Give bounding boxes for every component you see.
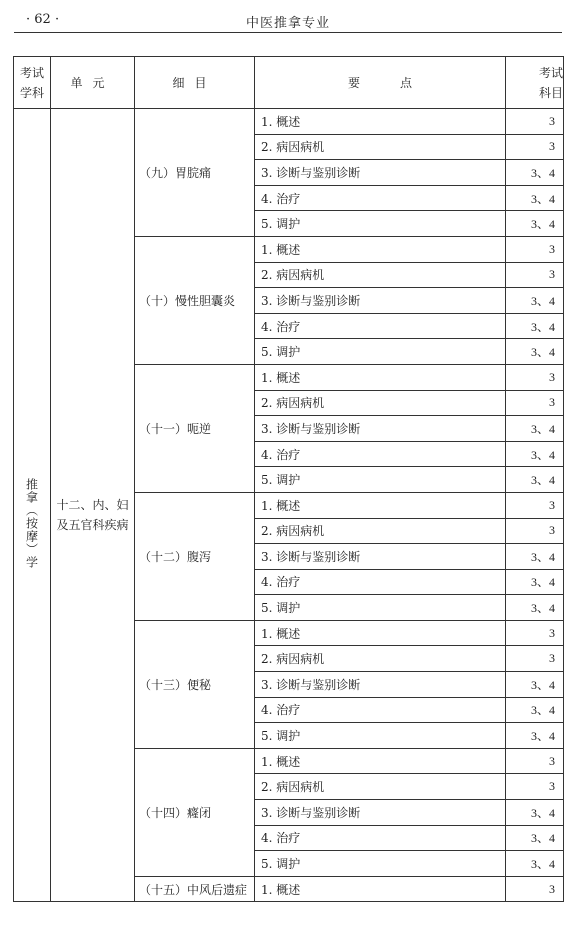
- score-cell: 3: [506, 364, 564, 390]
- unit-text-line: 及五官科疾病: [56, 518, 129, 533]
- score-cell: 3: [506, 236, 564, 262]
- point-cell: 1. 概述: [255, 236, 506, 262]
- point-cell: 2. 病因病机: [255, 390, 506, 416]
- score-cell: 3: [506, 109, 564, 135]
- point-cell: 2. 病因病机: [255, 262, 506, 288]
- score-cell: 3: [506, 774, 564, 800]
- detail-cell: （十二）腹泻: [135, 492, 255, 620]
- point-cell: 1. 概述: [255, 364, 506, 390]
- score-cell: 3、4: [506, 697, 564, 723]
- score-cell: 3、4: [506, 825, 564, 851]
- score-cell: 3: [506, 876, 564, 902]
- unit-cell: [51, 109, 135, 902]
- score-cell: 3: [506, 492, 564, 518]
- score-cell: 3: [506, 390, 564, 416]
- point-cell: 4. 治疗: [255, 185, 506, 211]
- point-cell: 5. 调护: [255, 211, 506, 237]
- page-header: [14, 8, 562, 33]
- point-cell: 5. 调护: [255, 595, 506, 621]
- score-cell: 3、4: [506, 672, 564, 698]
- score-cell: 3、4: [506, 467, 564, 493]
- point-cell: 1. 概述: [255, 492, 506, 518]
- score-cell: 3、4: [506, 544, 564, 570]
- score-cell: 3、4: [506, 313, 564, 339]
- score-cell: 3、4: [506, 339, 564, 365]
- point-cell: 3. 诊断与鉴别诊断: [255, 160, 506, 186]
- point-cell: 5. 调护: [255, 851, 506, 877]
- point-cell: 4. 治疗: [255, 697, 506, 723]
- header-subject-line1: 考试: [19, 65, 44, 80]
- score-cell: 3: [506, 134, 564, 160]
- header-subject-line2: 学科: [19, 85, 44, 100]
- detail-cell: （十四）癃闭: [135, 748, 255, 876]
- detail-cell: （十三）便秘: [135, 620, 255, 748]
- point-cell: 1. 概述: [255, 109, 506, 135]
- detail-cell: （十）慢性胆囊炎: [135, 236, 255, 364]
- point-cell: 5. 调护: [255, 723, 506, 749]
- table-row: [14, 109, 564, 135]
- score-cell: 3: [506, 748, 564, 774]
- header-unit: 单元: [51, 57, 135, 109]
- point-cell: 5. 调护: [255, 339, 506, 365]
- point-cell: 3. 诊断与鉴别诊断: [255, 544, 506, 570]
- score-cell: 3、4: [506, 185, 564, 211]
- point-cell: 3. 诊断与鉴别诊断: [255, 416, 506, 442]
- subject-cell: [14, 109, 51, 902]
- score-cell: 3、4: [506, 800, 564, 826]
- unit-text-line: 十二、内、妇: [56, 498, 129, 513]
- score-cell: 3、4: [506, 211, 564, 237]
- score-cell: 3、4: [506, 441, 564, 467]
- point-cell: 4. 治疗: [255, 825, 506, 851]
- point-cell: 1. 概述: [255, 748, 506, 774]
- point-cell: 1. 概述: [255, 620, 506, 646]
- detail-cell: （十五）中风后遗症: [135, 876, 255, 902]
- header-points: 要点: [255, 57, 506, 109]
- point-cell: 2. 病因病机: [255, 646, 506, 672]
- point-cell: 2. 病因病机: [255, 518, 506, 544]
- score-cell: 3、4: [506, 723, 564, 749]
- point-cell: 3. 诊断与鉴别诊断: [255, 672, 506, 698]
- detail-cell: （十一）呃逆: [135, 364, 255, 492]
- table-body: [14, 109, 564, 902]
- header-score: [506, 57, 564, 109]
- score-cell: 3、4: [506, 595, 564, 621]
- header-score-line2: 科目: [538, 85, 563, 100]
- score-cell: 3: [506, 518, 564, 544]
- header-subject: [14, 57, 51, 109]
- point-cell: 3. 诊断与鉴别诊断: [255, 288, 506, 314]
- point-cell: 1. 概述: [255, 876, 506, 902]
- header-score-line1: 考试: [538, 65, 563, 80]
- running-title: 中医推拿专业: [245, 16, 330, 31]
- score-cell: 3、4: [506, 569, 564, 595]
- detail-cell: （九）胃脘痛: [135, 109, 255, 237]
- score-cell: 3、4: [506, 160, 564, 186]
- point-cell: 3. 诊断与鉴别诊断: [255, 800, 506, 826]
- subject-text: 推拿（按摩）学: [24, 478, 39, 570]
- score-cell: 3: [506, 620, 564, 646]
- header-detail: 细目: [135, 57, 255, 109]
- score-cell: 3、4: [506, 288, 564, 314]
- score-cell: 3: [506, 646, 564, 672]
- page-number: · 62 ·: [26, 12, 60, 27]
- syllabus-table: [13, 56, 564, 902]
- score-cell: 3: [506, 262, 564, 288]
- score-cell: 3、4: [506, 851, 564, 877]
- point-cell: 2. 病因病机: [255, 134, 506, 160]
- point-cell: 4. 治疗: [255, 441, 506, 467]
- score-cell: 3、4: [506, 416, 564, 442]
- point-cell: 4. 治疗: [255, 569, 506, 595]
- table-header-row: [14, 57, 564, 109]
- point-cell: 5. 调护: [255, 467, 506, 493]
- point-cell: 2. 病因病机: [255, 774, 506, 800]
- point-cell: 4. 治疗: [255, 313, 506, 339]
